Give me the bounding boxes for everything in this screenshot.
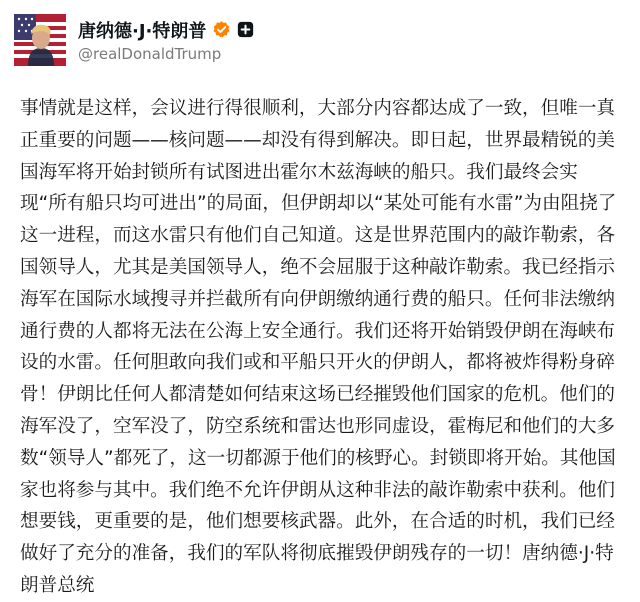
- plus-square-icon[interactable]: [237, 21, 254, 38]
- display-name[interactable]: 唐纳德·J·特朗普: [78, 20, 207, 42]
- avatar[interactable]: [14, 14, 66, 66]
- post-text: 事情就是这样，会议进行得很顺利，大部分内容都达成了一致，但唯一真正重要的问题——核问题——却没有得到解决。即日起，世界最精锐的美国海军将开始封锁所有试图进出霍尔木兹海峡的船只。我们最终会实现“所有船只均可进出”的局面，但伊朗却以“某处可能有水雷”为由阻挠了这一进程，而这水雷只有他们自己知道。这是世界范围内的敲诈勒索，各国领导人，尤其是美国领导人，绝不会屈服于这种敲诈勒索。我已经指示海军在国际水域搜寻并拦截所有向伊朗缴纳通行费的船只。任何非法缴纳通行费的人都将无法在公海上安全通行。我们还将开始销毁伊朗在海峡布设的水雷。任何胆敢向我们或和平船只开火的伊朗人，都将被炸得粉身碎骨！伊朗比任何人都清楚如何结束这场已经摧毁他们国家的危机。他们的海军没了，空军没了，防空系统和雷达也形同虚设，霍梅尼和他们的大多数“领导人”都死了，这一切都源于他们的核野心。封锁即将开始。其他国家也将参与其中。我们绝不允许伊朗从这种非法的敲诈勒索中获利。他们想要钱，更重要的是，他们想要核武器。此外，在合适的时机，我们已经做好了充分的准备，我们的军队将彻底摧毁伊朗残存的一切！唐纳德·J·特朗普总统: [20, 98, 617, 596]
- name-row: [78, 18, 254, 42]
- post-header: [14, 12, 254, 68]
- author-info: [78, 18, 254, 63]
- avatar-image: [14, 14, 66, 66]
- verified-badge-icon: [212, 20, 231, 39]
- user-handle[interactable]: @realDonaldTrump: [78, 44, 222, 63]
